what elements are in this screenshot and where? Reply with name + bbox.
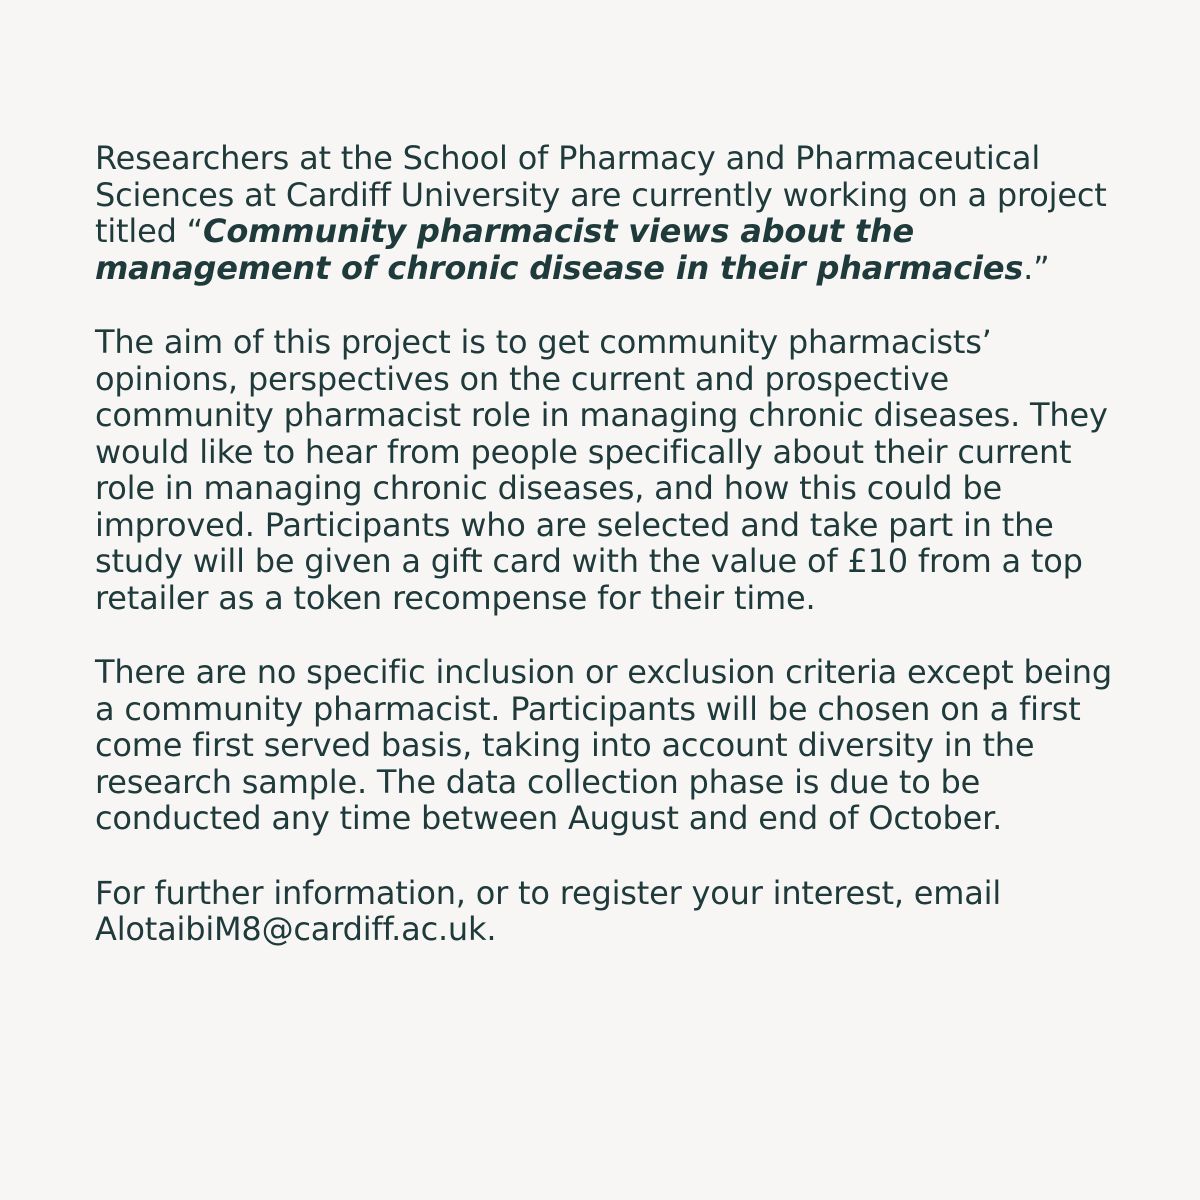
project-title: Community pharmacist views about the management of chronic disease in their pharmacies xyxy=(95,212,1024,287)
contact-email: AlotaibiM8@cardiff.ac.uk xyxy=(95,910,487,948)
announcement-body xyxy=(95,140,1125,948)
criteria-paragraph: There are no specific inclusion or exclusion criteria except being a community pharmacist. Participants will be chosen on a first come first served basis, taking into account diversity in the research sample. The data collection phase is due to be conducted any time between August and end of October. xyxy=(95,653,1112,837)
aim-paragraph: The aim of this project is to get community pharmacists’ opinions, perspectives on the current and prospective community pharmacist role in managing chronic diseases. They would like to hear from people specifically about their current role in managing chronic diseases, and how this could be improved. Participants who are selected and take part in the study will be given a gift card with the value of £10 from a top retailer as a token recompense for their time. xyxy=(95,323,1108,617)
contact-paragraph xyxy=(95,875,1125,948)
contact-tail: . xyxy=(486,910,497,948)
intro-lead: Researchers at the School of Pharmacy and Pharmaceutical Sciences at Cardiff University are currently working on a project titled “ xyxy=(95,139,1107,250)
intro-tail: .” xyxy=(1023,248,1050,287)
contact-text: For further information, or to register your interest, email xyxy=(95,873,1002,912)
intro-paragraph xyxy=(95,140,1125,286)
